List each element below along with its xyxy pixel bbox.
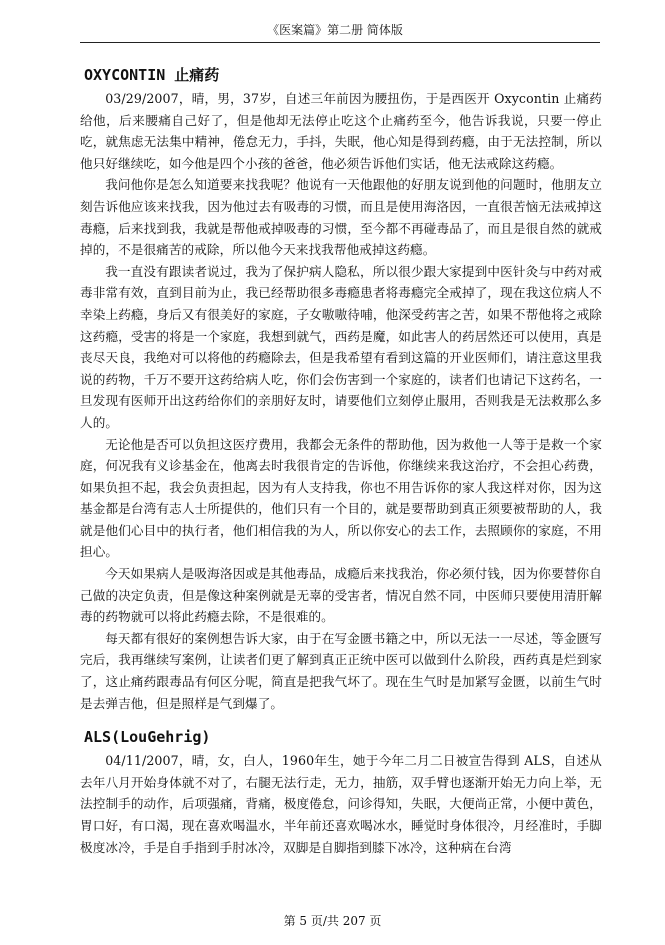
page-number: 第 5 页/共 207 页 (283, 914, 382, 928)
paragraph: 04/11/2007，晴，女，白人，1960年生，她于今年二月二日被宣告得到 ALS，自述从去年八月开始身体就不对了，右腿无法行走，无力，抽筋，双手臂也逐渐开始无力向上举，无法控制手的动作，后项强痛，背痛，极度倦怠，问诊得知，失眠，大便尚正常，小便中黄色，胃口好，有口渴，现在喜欢喝温水，半年前还喜欢喝冰水，睡觉时身体很冷，月经准时，手脚极度冰冷，手是自手指到手肘冰冷，双脚是自脚指到膝下冰冷，这种病在台湾 (80, 753, 602, 855)
paragraph: 每天都有很好的案例想告诉大家，由于在写金匮书籍之中，所以无法一一尽述，等金匮写完后，我再继续写案例，让读者们更了解到真正正统中医可以做到什么阶段，西药真是烂到家了，这止痛药跟毒品有何区分呢，简直是把我气坏了。现在生气时是加紧写金匮，以前生气时是去弹吉他，但是照样是气到爆了。 (80, 630, 602, 711)
paragraph: 03/29/2007，晴，男，37岁，自述三年前因为腰扭伤，于是西医开 Oxycontin 止痛药给他，后来腰痛自己好了，但是他却无法停止吃这个止痛药至今，他告诉我说，只要一停止吃，就焦虑无法集中精神，倦怠无力，手抖，失眠，他心知是得到药瘾，由于无法控制，所以他只好继续吃，如今他是四个小孩的爸爸，他必须告诉他们实话，他无法戒除这药瘾。 (80, 91, 602, 171)
paragraph: 今天如果病人是吸海洛因或是其他毒品，成瘾后来找我治，你必须付钱，因为你要替你自己做的决定负责，但是像这种案例就是无辜的受害者，情况自然不同，中医师只要使用清肝解毒的药物就可以将此药瘾去除，不是很难的。 (80, 566, 602, 625)
section-title: OXYCONTIN 止痛药 (84, 66, 220, 84)
section-title: ALS(LouGehrig) (84, 728, 211, 747)
paragraph: 无论他是否可以负担这医疗费用，我都会无条件的帮助他，因为救他一人等于是救一个家庭，何况我有义诊基金在，他离去时我很肯定的告诉他，你继续来我这治疗，不会担心药费，如果负担不起，我会负责担起，因为有人支持我，你也不用告诉你的家人我这样对你，因为这基金都是台湾有志人士所提供的，他们只有一个目的，就是要帮助到真正须要被帮助的人，我就是他们心目中的执行者，他们相信我的为人，所以你安心的去工作，去照顾你的家庭，不用担心。 (80, 436, 602, 560)
page-content (80, 62, 602, 858)
section-gap (80, 714, 602, 724)
paragraph: 我问他你是怎么知道要来找我呢？他说有一天他跟他的好朋友说到他的问题时，他朋友立刻告诉他应该来找我，因为他过去有吸毒的习惯，而且是使用海洛因，一直很苦恼无法戒掉这毒瘾，后来找到我，我就是帮他戒掉吸毒的习惯，至今都不再碰毒品了，而且是很自然的就戒掉的，不是很痛苦的戒除，所以他今天来找我帮他戒掉这药瘾。 (80, 177, 602, 258)
running-header: 《医案篇》第二册 简体版 (267, 23, 403, 37)
paragraph: 我一直没有跟读者说过，我为了保护病人隐私，所以很少跟大家提到中医针灸与中药对戒毒非常有效，直到目前为止，我已经帮助很多毒瘾患者将毒瘾完全戒掉了，现在我这位病人不幸染上药瘾，身后又有很美好的家庭，子女嗷嗷待哺，他深受药害之苦，如果不帮他将之戒除这药瘾，受害的将是一个家庭，我想到就气，西药是魔，如此害人的药居然还可以使用，真是丧尽天良，我绝对可以将他的药瘾除去，但是我希望有看到这篇的开业医师们，请注意这里我说的药物，千万不要开这药给病人吃，你们会伤害到一个家庭的，读者们也请记下这药名，一旦发现有医师开出这药给你们的亲朋好友时，请要他们立刻停止服用，否则我是无法救那么多人的。 (80, 263, 602, 430)
header-rule (80, 42, 600, 43)
